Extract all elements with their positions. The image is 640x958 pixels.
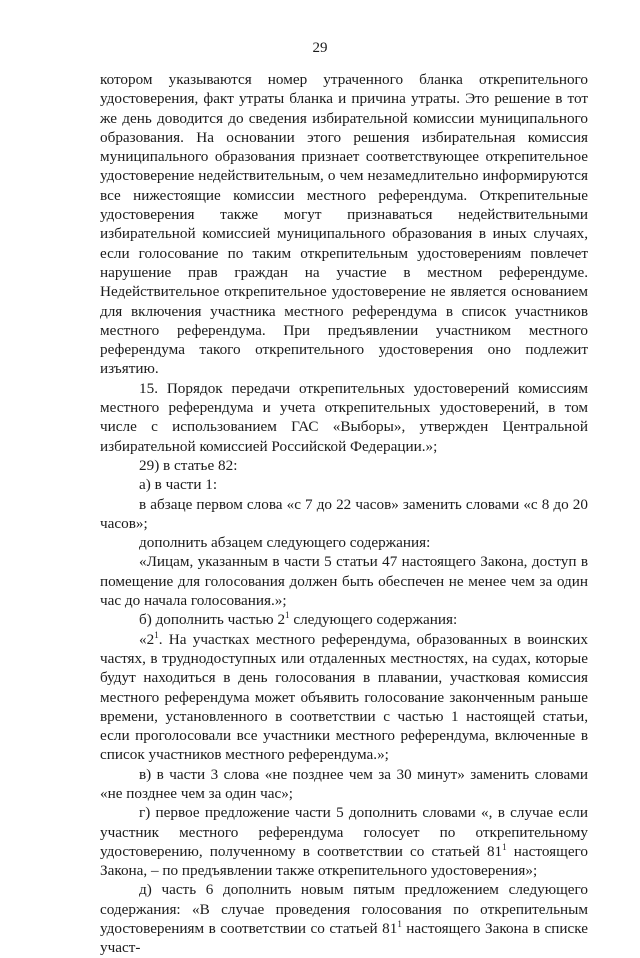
superscript: 1 [154, 629, 159, 640]
text-run: «Лицам, указанным в части 5 статьи 47 настоящего Закона, доступ в помещение для голосования должен быть обеспечен не менее чем за один час до начала голосования.»; [100, 553, 588, 610]
text-run: дополнить абзацем следующего содержания: [139, 534, 431, 552]
text-run: . На участках местного референдума, образованных в воинских частях, в труднодоступных или отдаленных местностях, на судах, которые будут находиться в день голосования в плавании, участковая комиссия местного референдума может объявить голосование законченным раньше времени, установленного в соответствии с частью 1 настоящей статьи, если проголосовали все участники местного референдума, включенные в список участников местного референдума.»; [100, 630, 588, 764]
paragraph [100, 533, 588, 552]
text-run: котором указываются номер утраченного бланка открепительного удостоверения, факт утраты бланка и причина утраты. Это решение в тот же день доводится до сведения избирательной комиссии муниципального образования. На основании этого решения избирательная комиссия муниципального образования признает соответствующее открепительное удостоверение недействительным, о чем незамедлительно информируются все нижестоящие комиссии местного референдума. Открепительные удостоверения также могут признаваться недействительными избирательной комиссией муниципального образования в иных случаях, если голосование по таким открепительным удостоверениям повлечет нарушение прав граждан на участие в местном референдуме. Недействительное открепительное удостоверение не является основанием для включения участника местного референдума в список участников местного референдума. При предъявлении участником местного референдума такого открепительного удостоверения оно подлежит изъятию. [100, 71, 588, 378]
text-run: настоящего Закона, – по предъявлении также открепительного удостоверения»; [100, 842, 589, 880]
superscript: 1 [502, 841, 507, 852]
text-run: 15. Порядок передачи открепительных удостоверений комиссиям местного референдума и учета открепительных удостоверений, в том числе с использованием ГАС «Выборы», утвержден Центральной избирательной комиссией Российской Федерации.»; [100, 379, 588, 455]
superscript: 1 [397, 919, 402, 930]
paragraph [100, 379, 588, 456]
paragraph [100, 552, 588, 610]
text-run: настоящего Закона в списке участ- [100, 920, 588, 957]
text-run: б) дополнить частью 2 [139, 611, 286, 629]
text-run: в) в части 3 слова «не позднее чем за 30 минут» заменить словами «не позднее чем за один час»; [100, 765, 588, 802]
paragraph [100, 70, 588, 379]
text-run: в абзаце первом слова «с 7 до 22 часов» заменить словами «с 8 до 20 часов»; [100, 495, 588, 532]
paragraph [100, 880, 588, 957]
body-text [100, 70, 588, 958]
paragraph [100, 803, 588, 880]
paragraph [100, 495, 588, 534]
paragraph [100, 765, 588, 804]
text-run: «2 [139, 630, 155, 648]
text-run: а) в части 1: [139, 476, 218, 494]
text-run: г) первое предложение части 5 дополнить словами «, в случае если участник местного референдума голосует по открепительному удостоверению, полученному в соответствии со статьей 81 [100, 804, 588, 860]
paragraph [100, 630, 588, 765]
text-run: 29) в статье 82: [139, 456, 238, 474]
paragraph [100, 610, 588, 629]
page-number: 29 [312, 40, 328, 56]
superscript: 1 [285, 610, 290, 621]
paragraph [100, 456, 588, 475]
text-run: д) часть 6 дополнить новым пятым предложением следующего содержания: «В случае проведения голосования по открепительным удостоверениям в соответствии со статьей 81 [100, 881, 588, 938]
text-run: следующего содержания: [289, 611, 458, 629]
paragraph [100, 475, 588, 494]
